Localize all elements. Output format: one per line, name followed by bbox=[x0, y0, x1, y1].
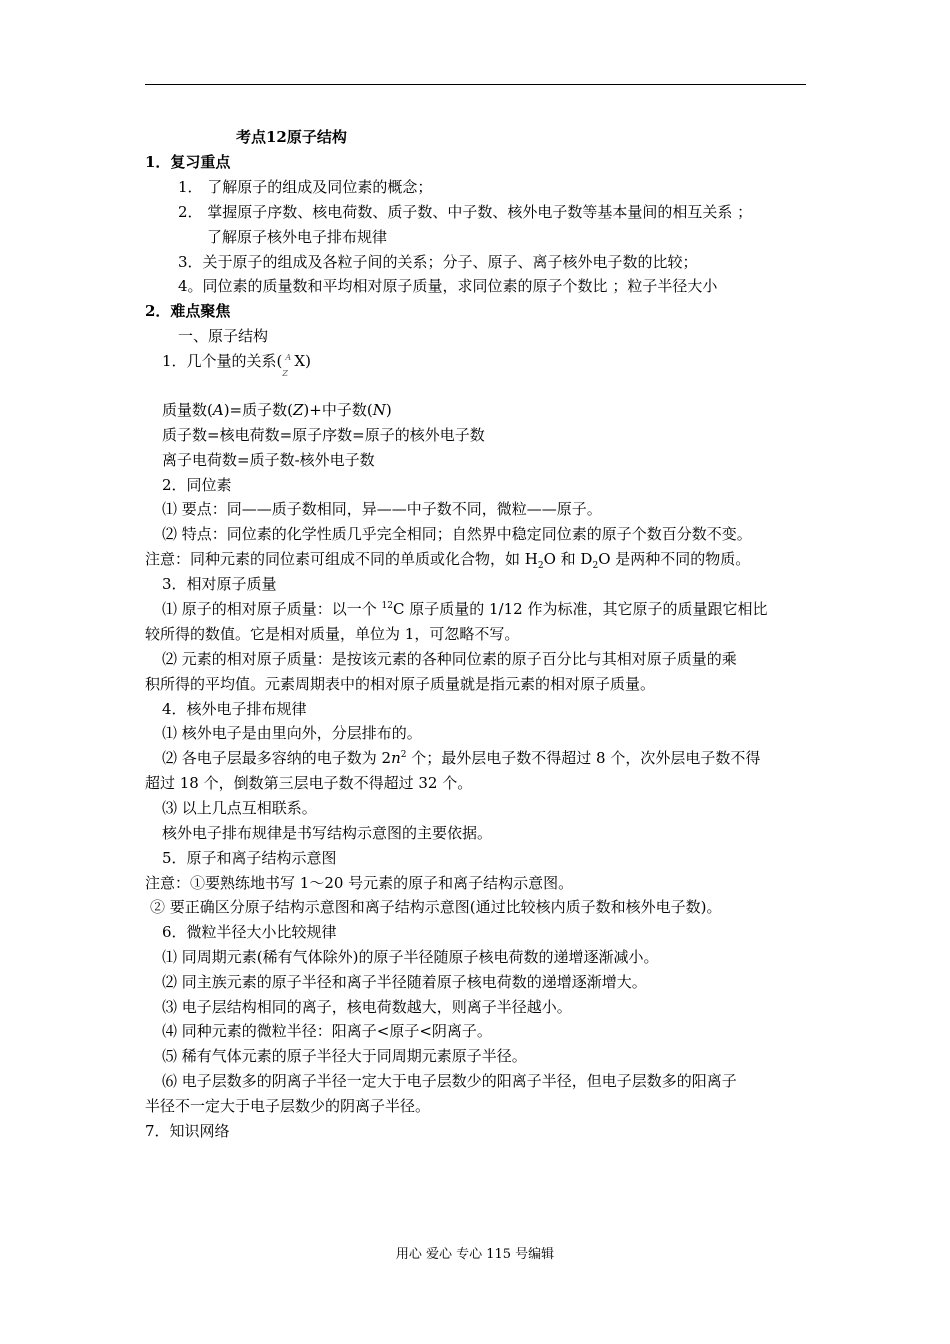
electron-config-heading: 4．核外电子排布规律 bbox=[162, 700, 307, 718]
relative-mass-point-1-cont: 较所得的数值。它是相对质量，单位为 1，可忽略不写。 bbox=[145, 625, 520, 643]
quantity-relation-suffix: X) bbox=[294, 352, 311, 370]
isotope-point-2: ⑵ 特点：同位素的化学性质几乎完全相同；自然界中稳定同位素的原子个数百分数不变。 bbox=[162, 525, 752, 543]
relative-mass-heading: 3．相对原子质量 bbox=[162, 575, 277, 593]
atomic-number-label: Z bbox=[282, 369, 288, 378]
section-heading-difficulty: 2．难点聚焦 bbox=[145, 302, 231, 320]
knowledge-network-heading: 7．知识网络 bbox=[145, 1122, 230, 1140]
relation-text: )+中子数( bbox=[303, 401, 373, 419]
subheading-atom-structure: 一、原子结构 bbox=[178, 327, 269, 345]
symbol-N: N bbox=[372, 401, 386, 419]
radius-rule-6: ⑹ 电子层数多的阴离子半径一定大于电子层数少的阳离子半径，但电子层数多的阳离子 bbox=[162, 1072, 737, 1090]
relative-mass-point-2-cont: 积所得的平均值。元素周期表中的相对原子质量就是指元素的相对原子质量。 bbox=[145, 675, 656, 693]
symbol-Z: Z bbox=[292, 401, 304, 419]
page-footer: 用心 爱心 专心 115 号编辑 bbox=[395, 1247, 555, 1262]
subscript: 2 bbox=[537, 561, 544, 571]
header-rule bbox=[145, 84, 806, 85]
review-item-2-cont: 了解原子核外电子排布规律 bbox=[207, 228, 388, 246]
note-text: O 和 D bbox=[543, 550, 593, 568]
point-text: ⑵ 各电子层最多容纳的电子数为 2 bbox=[162, 749, 392, 767]
superscript: 2 bbox=[400, 750, 407, 760]
symbol-n: n bbox=[391, 749, 401, 767]
relation-ion-charge: 离子电荷数=质子数-核外电子数 bbox=[162, 451, 375, 469]
quantity-relation-heading bbox=[162, 351, 827, 378]
radius-rule-4: ⑷ 同种元素的微粒半径：阳离子<原子<阴离子。 bbox=[162, 1022, 492, 1040]
radius-rule-1: ⑴ 同周期元素(稀有气体除外)的原子半径随原子核电荷数的递增逐渐减小。 bbox=[162, 948, 659, 966]
isotope-point-1: ⑴ 要点：同——质子数相同，异——中子数不同，微粒——原子。 bbox=[162, 500, 602, 518]
point-text: 个；最外层电子数不得超过 8 个，次外层电子数不得 bbox=[406, 749, 761, 767]
radius-rule-3: ⑶ 电子层结构相同的离子，核电荷数越大，则离子半径越小。 bbox=[162, 998, 572, 1016]
relation-text: )=质子数( bbox=[223, 401, 293, 419]
radius-heading: 6．微粒半径大小比较规律 bbox=[162, 923, 337, 941]
review-item-2: 2． 掌握原子序数、核电荷数、质子数、中子数、核外电子数等基本量间的相互关系 ； bbox=[178, 203, 753, 221]
section-heading-review: 1．复习重点 bbox=[145, 153, 231, 171]
relation-mass-number bbox=[162, 400, 827, 420]
radius-rule-6-cont: 半径不一定大于电子层数少的阴离子半径。 bbox=[145, 1097, 431, 1115]
relation-text: ) bbox=[385, 401, 392, 419]
note-text: O 是两种不同的物质。 bbox=[598, 550, 751, 568]
electron-config-point-2-cont: 超过 18 个，倒数第三层电子数不得超过 32 个。 bbox=[145, 774, 473, 792]
subscript: 2 bbox=[592, 561, 599, 571]
electron-config-basis: 核外电子排布规律是书写结构示意图的主要依据。 bbox=[162, 824, 493, 842]
electron-config-point-1: ⑴ 核外电子是由里向外，分层排布的。 bbox=[162, 724, 422, 742]
page-title: 考点12原子结构 bbox=[236, 128, 347, 146]
nuclide-symbol bbox=[282, 351, 294, 378]
review-item-4: 4。同位素的质量数和平均相对原子质量，求同位素的原子个数比 ；粒子半径大小 bbox=[178, 277, 718, 295]
review-item-3: 3．关于原子的组成及各粒子间的关系；分子、原子、离子核外电子数的比较； bbox=[178, 253, 698, 271]
superscript: 12 bbox=[381, 601, 393, 611]
point-text: C 原子质量的 1/12 作为标准，其它原子的质量跟它相比 bbox=[393, 600, 768, 618]
symbol-A: A bbox=[212, 401, 224, 419]
relative-mass-point-1 bbox=[162, 599, 827, 619]
mass-number-label: A bbox=[285, 353, 292, 362]
quantity-relation-prefix: 1．几个量的关系( bbox=[162, 352, 283, 370]
radius-rule-2: ⑵ 同主族元素的原子半径和离子半径随着原子核电荷数的递增逐渐增大。 bbox=[162, 973, 647, 991]
point-text: ⑴ 原子的相对原子质量：以一个 bbox=[162, 600, 382, 618]
electron-config-point-3: ⑶ 以上几点互相联系。 bbox=[162, 799, 317, 817]
review-item-1: 1． 了解原子的组成及同位素的概念； bbox=[178, 178, 433, 196]
relation-proton-number: 质子数=核电荷数=原子序数=原子的核外电子数 bbox=[162, 426, 485, 444]
electron-config-point-2 bbox=[162, 748, 827, 768]
radius-rule-5: ⑸ 稀有气体元素的原子半径大于同周期元素原子半径。 bbox=[162, 1047, 527, 1065]
relation-text: 质量数( bbox=[162, 401, 213, 419]
note-text: 注意：同种元素的同位素可组成不同的单质或化合物，如 H bbox=[145, 550, 538, 568]
isotope-note bbox=[145, 549, 810, 569]
diagram-note-2: ② 要正确区分原子结构示意图和离子结构示意图(通过比较核内质子数和核外电子数)。 bbox=[150, 898, 722, 916]
diagram-note-1: 注意：①要熟练地书写 1～20 号元素的原子和离子结构示意图。 bbox=[145, 874, 574, 892]
diagram-heading: 5．原子和离子结构示意图 bbox=[162, 849, 337, 867]
relative-mass-point-2: ⑵ 元素的相对原子质量：是按该元素的各种同位素的原子百分比与其相对原子质量的乘 bbox=[162, 650, 737, 668]
isotope-heading: 2．同位素 bbox=[162, 476, 232, 494]
